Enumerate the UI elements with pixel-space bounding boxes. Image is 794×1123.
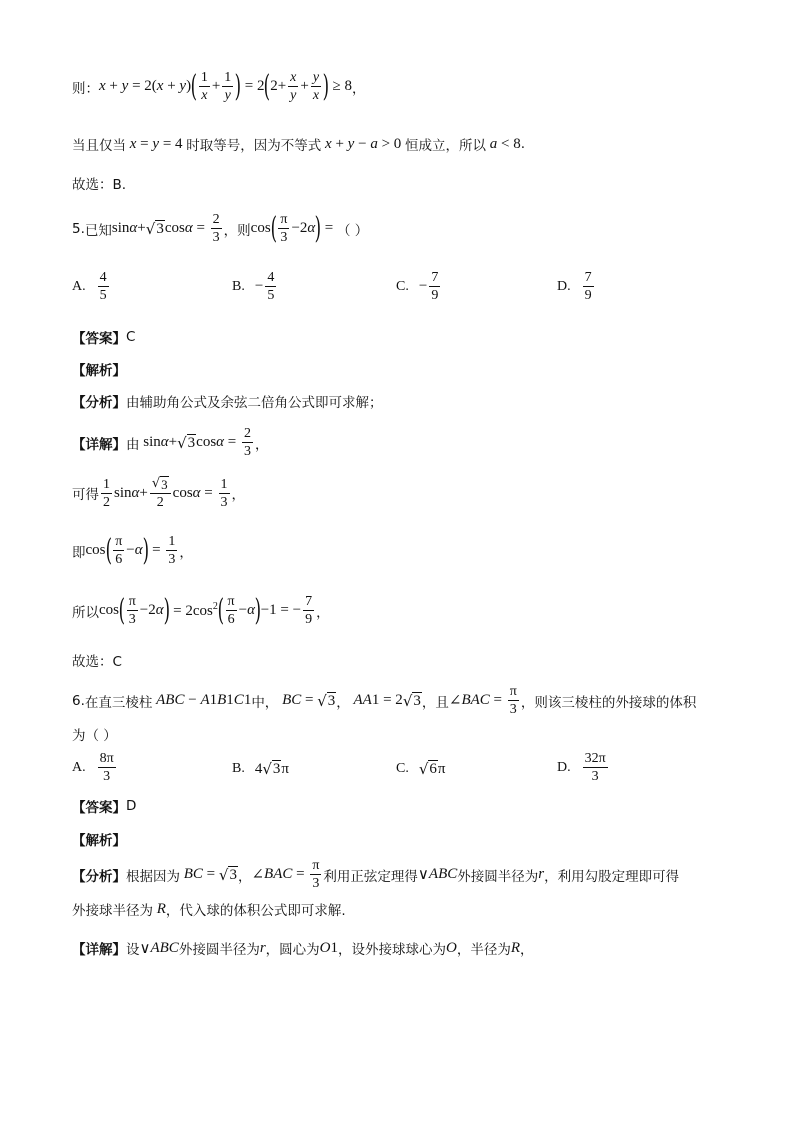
line-prefix: 则： (72, 80, 99, 97)
text: 已知 (84, 222, 112, 239)
text: 根据因为 (126, 868, 180, 885)
text: 由 (126, 436, 140, 453)
question-6-line-2 (72, 724, 117, 744)
question-number: 5. (72, 220, 85, 237)
question-5: 5. 已知 sin α + √ 3 cos α = $\frac{2}{3}$ ，则 cos ( $\frac{\pi}{3}$ −2 α ) = （ ） (72, 210, 369, 246)
numerator: 7 (431, 270, 439, 285)
text: 设 (126, 942, 140, 958)
text: 中， (251, 694, 279, 711)
text: 恒成立，所以 (405, 138, 487, 154)
text: ，半径为 (456, 942, 511, 958)
fenxi-5 (72, 391, 383, 411)
sign: − (254, 278, 264, 294)
text: ， (336, 694, 350, 711)
detail-tag: 【详解】 (72, 942, 126, 958)
option-label: A. (72, 278, 86, 294)
option-b[interactable] (232, 270, 278, 303)
answer-tag: 【答案】 (72, 800, 126, 816)
numerator: 4 (99, 270, 107, 285)
fenxi-6-line-2: 外接球半径为 R ，代入球的体积公式即可求解. (72, 900, 346, 919)
detail-6: 【详解】 设 ∨ ABC 外接圆半径为 r ，圆心为 O 1 ，设外接球球心为 O ，半径为 R ， (72, 939, 534, 958)
formula-part: x (99, 78, 106, 94)
text: 外接圆半径为 (457, 868, 539, 885)
text: 可得 (72, 487, 99, 503)
denominator: 5 (99, 288, 107, 303)
analysis-5 (72, 359, 126, 379)
sign: − (418, 278, 428, 294)
line-suffix: ， (352, 80, 366, 97)
text: ，圆心为 (265, 942, 320, 958)
text: . (520, 136, 526, 152)
derivation-line-1: 则： x + y = 2( x + y ) ( $\frac{1}{x}$ + $\frac{1}{y}$ ) = 2 ( 2+ $\frac{x}{y}$ + $\frac{y}{x}$ ) ≥ 8 ， (72, 68, 366, 104)
option-d[interactable] (557, 270, 596, 303)
text: ，则 (223, 222, 251, 239)
answer-tag: 【答案】 (72, 331, 126, 347)
text: ， (520, 942, 534, 958)
detail-5-line-1: 【详解】 由 sin α + √ 3 cos α = $\frac{2}{3}$ ， (72, 426, 269, 459)
option-a[interactable]: A. $\frac{8\pi}{3}$ (72, 751, 114, 784)
fenxi-tag: 【分析】 (72, 868, 126, 885)
choice-5 (72, 650, 122, 670)
detail-5-line-4: 所以 cos ( $\frac{\pi}{3}$ −2 α ) = $2\cos^2$ ( $\frac{\pi}{6}$ − α ) −1 = − $\frac{7}{9}$ ， (72, 592, 330, 628)
text: ，利用勾股定理即可得 (544, 868, 680, 885)
analysis-tag: 【解析】 (72, 363, 126, 379)
option-label: A. (72, 759, 86, 775)
option-b[interactable]: B. 4 √ 3 π (232, 760, 289, 778)
answer-choice-line (72, 173, 126, 193)
text: 外接圆半径为 (178, 942, 260, 958)
option-a[interactable] (72, 270, 111, 303)
option-c[interactable]: C. √ 6 π (396, 760, 446, 778)
option-label: C. (396, 761, 409, 776)
detail-5-line-3: 即 cos ( $\frac{\pi}{6}$ − α ) = $\frac{1}{3}$ ， (72, 532, 193, 568)
text: 外接球半径为 (72, 903, 153, 919)
text: 故选：B. (72, 177, 127, 193)
text: ， (179, 544, 193, 561)
option-label: C. (396, 278, 409, 294)
option-label: B. (232, 761, 245, 776)
denominator: 9 (431, 288, 439, 303)
text: 在直三棱柱 (84, 694, 153, 711)
answer-6 (72, 796, 136, 816)
analysis-6 (72, 829, 126, 849)
text: ，代入球的体积公式即可求解. (165, 903, 346, 919)
fenxi-6: 【分析】 根据因为 BC = √ 3 ， ∠ BAC = $\frac{\pi}{3}$ 利用正弦定理得 ∨ ABC 外接圆半径为 r ，利用勾股定理即可得 (72, 858, 680, 891)
text: ， (231, 487, 245, 503)
denominator: 5 (267, 288, 275, 303)
numerator: 7 (584, 270, 592, 285)
text: 时取等号，因为不等式 (186, 138, 322, 154)
option-label: B. (232, 278, 245, 294)
option-c[interactable] (396, 270, 442, 303)
text: ，则该三棱柱的外接球的体积 (520, 694, 697, 711)
equality-condition-line: 当且仅当 x = y = 4 时取等号，因为不等式 x + y − a > 0 恒成立，所以 a < 8 . (72, 135, 526, 154)
text: 当且仅当 (72, 138, 126, 154)
option-label: D. (557, 278, 571, 294)
detail-tag: 【详解】 (72, 436, 126, 453)
answer-value: C (126, 329, 136, 345)
text: ， (255, 436, 269, 453)
option-d[interactable]: D. $\frac{32\pi}{3}$ (557, 751, 606, 784)
question-number: 6. (72, 692, 85, 709)
text: ，且 (421, 694, 449, 711)
fenxi-tag: 【分析】 (72, 395, 126, 411)
text: （ ） (336, 222, 369, 239)
text: 利用正弦定理得 (323, 868, 418, 885)
answer-5 (72, 327, 135, 347)
text: ， (237, 868, 252, 885)
text: 即 (72, 544, 86, 561)
text: 所以 (72, 604, 99, 621)
text: ，设外接球球心为 (338, 942, 447, 958)
question-6: 6. 在直三棱柱 ABC − A 1 B 1 C 1 中， BC = √ 3 ， AA 1 = 2 √ 3 ，且 ∠ BAC = $\frac{\pi}{3}$ ，则该三棱柱的外接球的体积 (72, 684, 697, 717)
answer-value: D (126, 798, 137, 814)
option-label: D. (557, 759, 571, 775)
detail-5-line-2: 可得 $\frac{1}{2}$ sin α + √ 3 2 cos α = $\frac{1}{3}$ ， (72, 476, 245, 510)
text: ， (316, 604, 330, 621)
fenxi-text: 由辅助角公式及余弦二倍角公式即可求解； (126, 395, 383, 411)
text: 故选：C (72, 654, 122, 670)
denominator: 9 (584, 288, 592, 303)
analysis-tag: 【解析】 (72, 833, 126, 849)
text: 为（ ） (72, 728, 117, 744)
numerator: 4 (267, 270, 275, 285)
